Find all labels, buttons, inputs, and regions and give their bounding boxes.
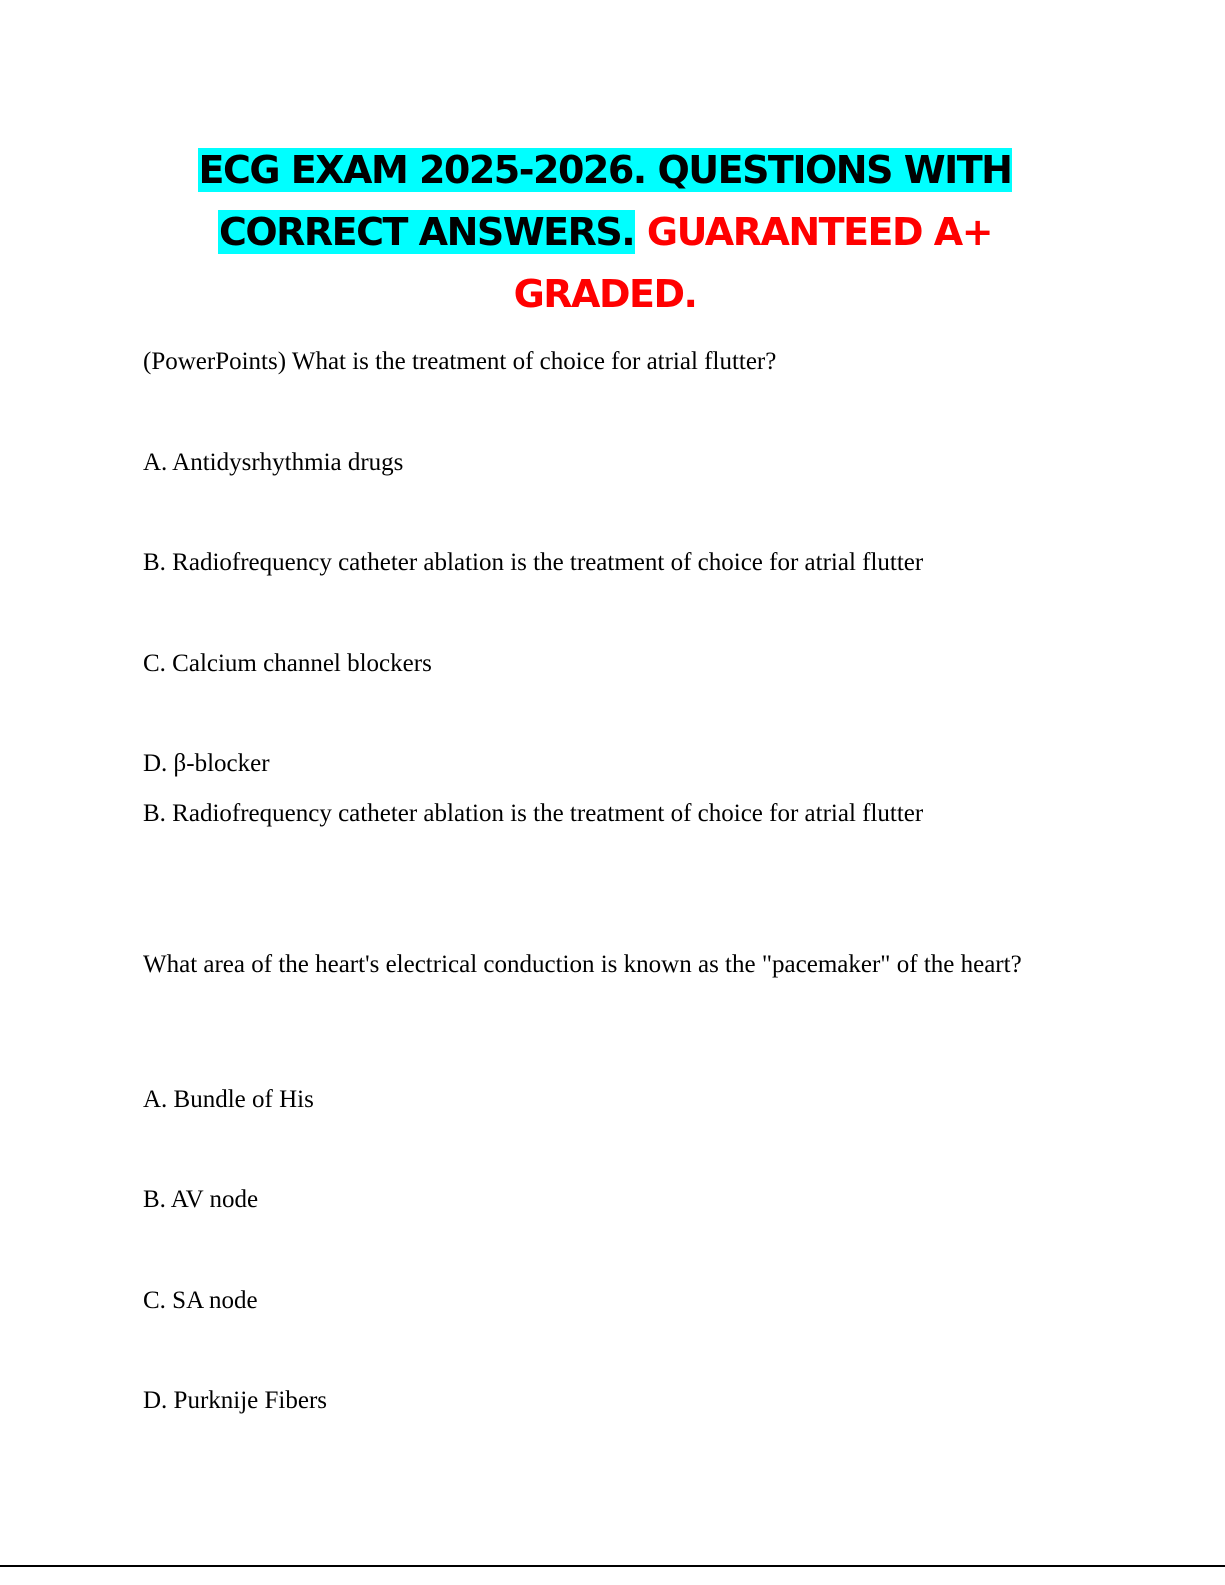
question-2-option-d: D. Purknije Fibers (143, 1387, 328, 1414)
question-2-option-c: C. SA node (143, 1287, 258, 1314)
question-2-option-b: B. AV node (143, 1186, 259, 1213)
question-2-option-a: A. Bundle of His (143, 1086, 314, 1113)
title-highlight-2: CORRECT ANSWERS. (218, 210, 635, 254)
title-highlight-1: ECG EXAM 2025-2026. QUESTIONS WITH (198, 148, 1012, 192)
title-line-3: GRADED. (513, 272, 697, 316)
question-1-prompt: (PowerPoints) What is the treatment of choice for atrial flutter? (143, 348, 777, 375)
page-bottom-rule (0, 1565, 1225, 1567)
title-line-2 (0, 201, 1210, 263)
question-1-option-b: B. Radiofrequency catheter ablation is the treatment of choice for atrial flutter (143, 549, 924, 576)
document-title (0, 139, 1210, 325)
question-2-prompt: What area of the heart's electrical conduction is known as the "pacemaker" of the heart? (143, 951, 1022, 978)
title-line-1 (0, 139, 1210, 201)
question-1-option-a: A. Antidysrhythmia drugs (143, 449, 404, 476)
question-1-option-d: D. β-blocker (143, 750, 270, 777)
question-1-answer: B. Radiofrequency catheter ablation is the treatment of choice for atrial flutter (143, 800, 924, 827)
title-guarantee: GUARANTEED A+ (646, 210, 993, 254)
question-1-option-c: C. Calcium channel blockers (143, 650, 432, 677)
